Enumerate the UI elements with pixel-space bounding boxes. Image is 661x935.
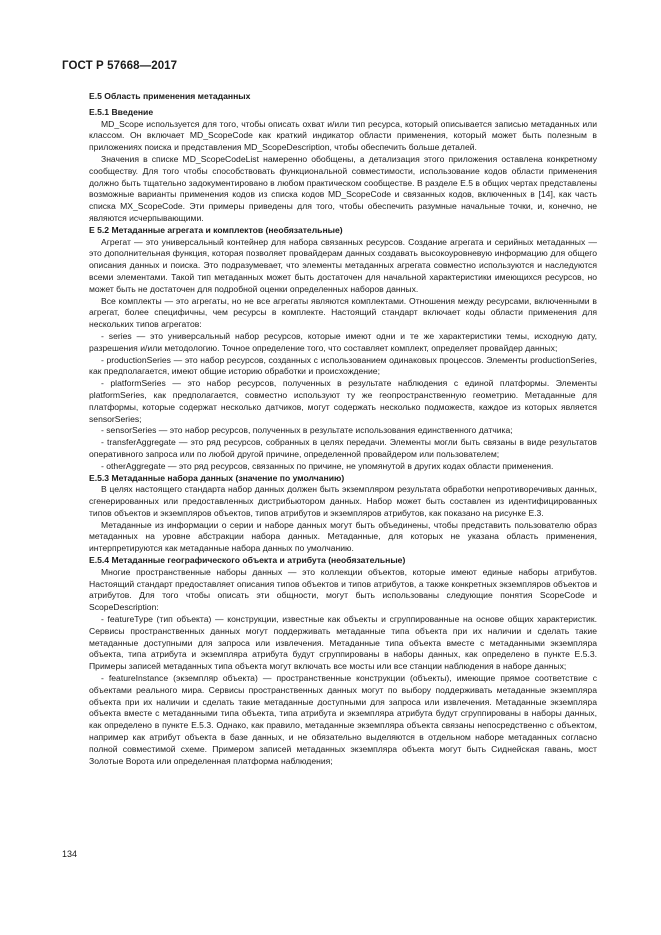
subsection-heading: E.5.1 Введение [89, 106, 154, 117]
paragraph: - transferAggregate — это ряд ресурсов, собранных в целях передачи. Элементы могли быть связаны в виде результатов оперативного запроса или по любой другой причине, определенной провайдером или пользователем; [89, 437, 597, 459]
paragraph: В целях настоящего стандарта набор данных должен быть экземпляром результата обработки непротиворечивых данных, сгенерированных или предоставленных дистрибьютором данных. Набор может быть составлен из идентифицированных типов объектов и экземпляров объектов, типов атрибутов и экземпляров атрибутов, как показано на рисунке E.3. [89, 484, 597, 518]
paragraph: - series — это универсальный набор ресурсов, которые имеют одни и те же характеристики темы, исходную дату, разрешения и/или методологию. Точное определение того, что составляет комплект, определяет провайдер данных; [89, 330, 597, 353]
subsection-heading: E.5.3 Метаданные набора данных (значение по умолчанию) [89, 472, 345, 483]
paragraph: - featureType (тип объекта) — конструкции, известные как объекты и сгруппированные на основе общих характеристик. Сервисы пространственных данных могут поддерживать метаданные типа объекта при их наличии и сделать такие метаданные доступными для запроса или извлечения. Метаданные типа объекта вместе с метаданными экземпляра объекта, типа атрибута и экземпляра атрибута будут сгруппированы в наборы данных, как определено в пункте E.5.3. Примеры записей метаданных типа объекта могут включать все мосты или все станции наблюдения в наборе данных; [89, 614, 597, 672]
paragraph: - featureInstance (экземпляр объекта) — пространственные конструкции (объекты), имеющие прямое соответствие с объектами реального мира. Сервисы пространственных данных могут по выбору поддерживать метаданные экземпляра объекта при их наличии и сделать такие метаданные доступными для запроса или извлечения. Метаданные экземпляра объекта вместе с метаданными типа объекта, типа атрибута и экземпляра атрибута будут сгруппированы в наборы данных, как определено в пункте E.5.3. Однако, как правило, метаданные экземпляра объекта связаны непосредственно с объектом, например как атрибут объекта в базе данных, и не обязательно выделяются в отдельном наборе метаданных согласно полной совместимой схеме. Примером записей метаданных экземпляра объекта могут быть Сиднейская гавань, мост Золотые Ворота или определенная платформа наблюдения; [89, 673, 597, 766]
section-blocks [89, 107, 597, 768]
paragraph: Агрегат — это универсальный контейнер для набора связанных ресурсов. Создание агрегата и серийных метаданных — это дополнительная функция, которая позволяет провайдерам данных создавать высокоуровневую информацию для общего описания данных и поиска. Это подразумевает, что элементы метаданных агрегата совместно используются и наследуются всеми элементами. Такой тип метаданных может быть достаточен для начальной характеристики имеющихся ресурсов, но может быть не достаточен для подробной оценки определенных наборов данных. [89, 236, 597, 294]
paragraph: - otherAggregate — это ряд ресурсов, связанных по причине, не упомянутой в других кодах области применения. [101, 460, 554, 471]
paragraph: - platformSeries — это набор ресурсов, полученных в результате наблюдения с единой платформы. Элементы platformSeries, как предполагается, совместно используют ту же геопространственную геометрию. Метаданные для платформы, которые содержат несколько датчиков, могут содержать несколько подможеств, каждое из которых является sensorSeries; [89, 378, 597, 424]
standard-designation: ГОСТ Р 57668—2017 [62, 60, 178, 72]
subsection-heading: E.5.4 Метаданные географического объекта и атрибута (необязательные) [89, 555, 406, 566]
paragraph: Все комплекты — это агрегаты, но не все агрегаты являются комплектами. Отношения между ресурсами, включенными в агрегат, более специфичны, чем ресурсы в комплекте. Настоящий стандарт включает коды области применения для нескольких типов агрегатов: [89, 295, 597, 330]
section-title: E.5 Область применения метаданных [89, 91, 251, 101]
paragraph: Многие пространственные наборы данных — это коллекции объектов, которые имеют единые наборы атрибутов. Настоящий стандарт предоставляет описания типов объектов и типов атрибутов, а также конкретных экземпляров объектов и атрибутов. Для того чтобы описать эти общности, могут быть использованы следующие понятия ScopeCode и ScopeDescription: [89, 566, 597, 613]
page-number: 134 [62, 849, 78, 859]
paragraph: - productionSeries — это набор ресурсов, созданных с использованием одинаковых процессов. Элементы productionSeries, как предполагается, имеют общие историю обработки и происхождение; [89, 354, 597, 377]
paragraph: - sensorSeries — это набор ресурсов, полученных в результате использования единственного датчика; [101, 425, 513, 436]
paragraph: Метаданные из информации о серии и наборе данных могут быть объединены, чтобы представить пользователю образ метаданных на уровне абстракции набора данных. Метаданные, для которых не указана область применения, интерпретируются как метаданные набора данных по умолчанию. [89, 519, 597, 554]
section-body [89, 91, 597, 767]
paragraph: Значения в списке MD_ScopeCodeList намеренно обобщены, а детализация этого приложения оставлена конкретному сообществу. Для того чтобы способствовать функциональной совместимости, использование кодов области применения должно быть тщательно задокументировано в любом практическом сообществе. В разделе E.5 в общих чертах представлены возможные варианты применения кодов из списка кодов MD_ScopeCode и связанных кодов, включенных в [14], как часть списка MX_ScopeCode. Эти примеры приведены для того, чтобы обеспечить разумные начальные точки, и, конечно, не являются исчерпывающими. [89, 153, 597, 223]
paragraph: MD_Scope используется для того, чтобы описать охват и/или тип ресурса, который описывается записью метаданных или классом. Он включает MD_ScopeCode как краткий индикатор области применения, который может быть полезным в приложениях поиска и представления MD_ScopeDescription, чтобы обеспечить больше деталей. [89, 118, 597, 153]
subsection-heading: E 5.2 Метаданные агрегата и комплектов (необязательные) [89, 224, 343, 235]
